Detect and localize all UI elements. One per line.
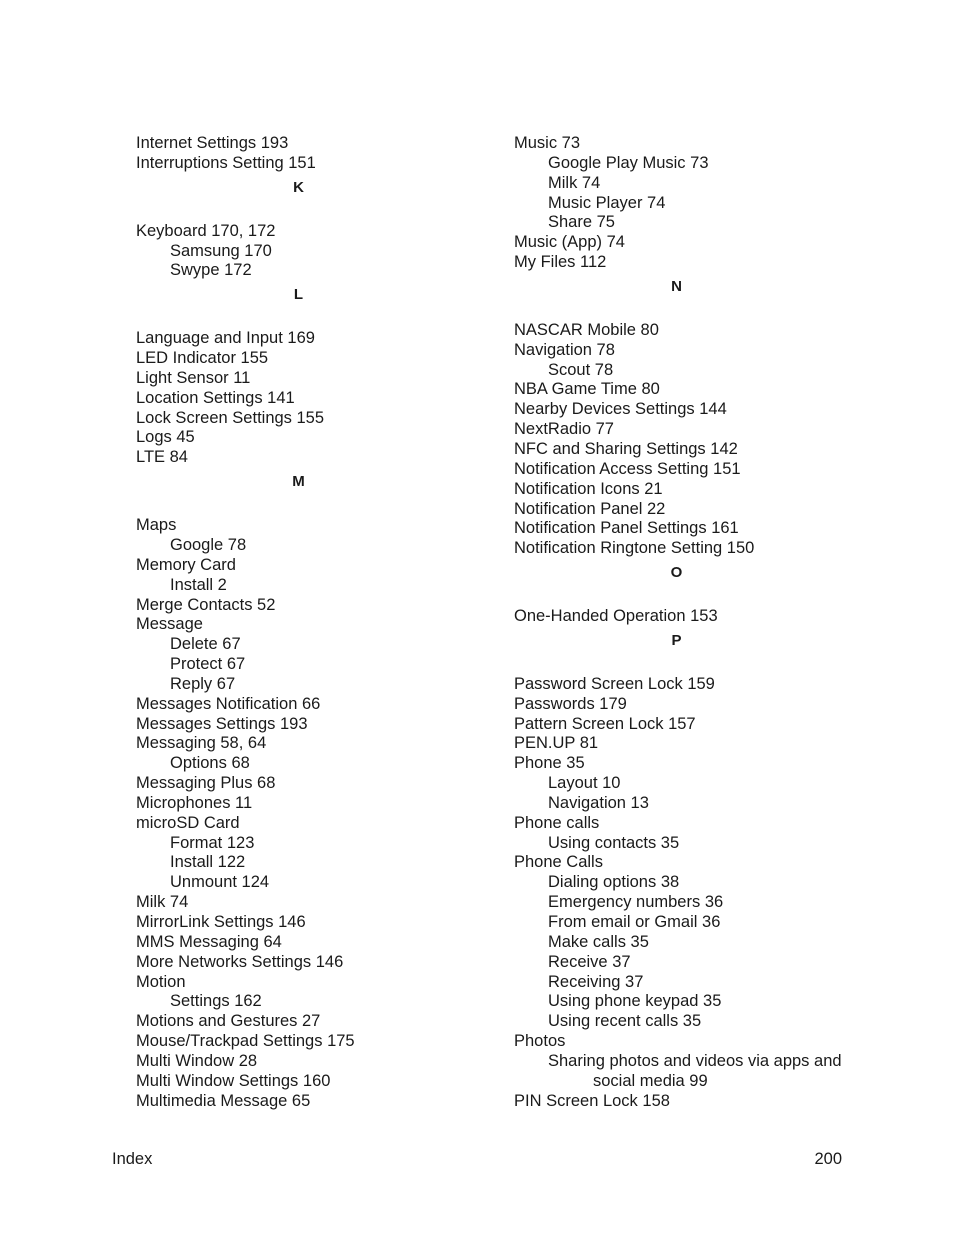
index-entry: Notification Access Setting 151: [514, 459, 741, 478]
index-subentry: Dialing options 38: [548, 873, 680, 892]
index-entry: Messaging 58, 64: [136, 734, 267, 753]
index-letter-heading: K: [293, 178, 304, 196]
index-entry: Passwords 179: [514, 694, 627, 713]
index-entry: Messages Settings 193: [136, 714, 308, 733]
index-subentry: From email or Gmail 36: [548, 913, 721, 931]
index-subentry: Protect 67: [170, 655, 246, 674]
index-entry: Notification Icons 21: [514, 479, 663, 498]
index-subentry: Music Player 74: [548, 193, 666, 212]
index-entry: Messaging Plus 68: [136, 774, 276, 793]
index-entry: Merge Contacts 52: [136, 595, 276, 614]
index-entry: Multi Window 28: [136, 1051, 258, 1070]
index-entry: Internet Settings 193: [136, 134, 289, 152]
index-subentry: Google Play Music 73: [548, 153, 709, 172]
index-subentry: Scout 78: [548, 360, 614, 379]
index-column-left: [136, 134, 476, 1111]
index-entry: Location Settings 141: [136, 388, 295, 407]
index-letter-heading: O: [670, 564, 683, 582]
index-subentry: social media 99: [593, 1071, 708, 1090]
index-subentry: Sharing photos and videos via apps and: [548, 1051, 842, 1070]
index-entry: NextRadio 77: [514, 420, 614, 439]
index-entry: microSD Card: [136, 813, 240, 832]
index-subentry: Samsung 170: [170, 241, 272, 260]
index-entry: NASCAR Mobile 80: [514, 320, 659, 339]
index-entry: PEN.UP 81: [514, 734, 599, 753]
index-entry: Mouse/Trackpad Settings 175: [136, 1032, 355, 1051]
index-entry: Message: [136, 615, 203, 634]
index-entry: PIN Screen Lock 158: [514, 1091, 670, 1110]
index-subentry: Swype 172: [170, 261, 252, 280]
index-subentry: Google 78: [170, 535, 247, 554]
index-entry: Memory Card: [136, 555, 236, 574]
index-subentry: Install 122: [170, 853, 246, 872]
index-entry: MMS Messaging 64: [136, 932, 282, 951]
index-subentry: Layout 10: [548, 774, 621, 793]
index-entry: LED Indicator 155: [136, 349, 269, 368]
index-entry: NFC and Sharing Settings 142: [514, 439, 738, 458]
index-entry: Light Sensor 11: [136, 368, 251, 387]
index-subentry: Reply 67: [170, 674, 236, 693]
index-entry: Nearby Devices Settings 144: [514, 400, 727, 419]
index-entry: Phone Calls: [514, 853, 603, 872]
index-subentry: Using contacts 35: [548, 833, 680, 852]
index-entry: Phone calls: [514, 813, 600, 832]
index-letter-heading: P: [671, 631, 682, 649]
index-entry: NBA Game Time 80: [514, 380, 660, 399]
index-entry: Phone 35: [514, 754, 585, 773]
index-entry: Notification Ringtone Setting 150: [514, 539, 755, 558]
index-entry: More Networks Settings 146: [136, 952, 344, 971]
index-subentry: Format 123: [170, 833, 255, 852]
index-entry: Motion: [136, 972, 186, 991]
index-subentry: Options 68: [170, 754, 250, 773]
index-entry: One-Handed Operation 153: [514, 607, 718, 626]
index-letter-heading: N: [671, 277, 682, 295]
index-subentry: Using recent calls 35: [548, 1012, 702, 1031]
index-subentry: Receiving 37: [548, 972, 644, 991]
index-entry: Password Screen Lock 159: [514, 674, 715, 693]
index-entry: Language and Input 169: [136, 329, 315, 348]
index-entry: LTE 84: [136, 448, 188, 467]
index-entry: Microphones 11: [136, 793, 253, 812]
index-entry: My Files 112: [514, 253, 607, 272]
index-entry: Lock Screen Settings 155: [136, 408, 325, 427]
index-entry: Photos: [514, 1032, 566, 1051]
index-subentry: Delete 67: [170, 635, 241, 654]
index-subentry: Share 75: [548, 213, 615, 232]
index-entry: Multi Window Settings 160: [136, 1071, 331, 1090]
index-column-right: [514, 134, 874, 1111]
index-entry: Multimedia Message 65: [136, 1091, 311, 1110]
index-subentry: Navigation 13: [548, 793, 649, 812]
index-entry: Logs 45: [136, 428, 195, 447]
index-entry: Navigation 78: [514, 340, 615, 359]
index-entry: Milk 74: [136, 893, 189, 912]
footer-page-number: 200: [814, 1150, 842, 1168]
index-subentry: Unmount 124: [170, 873, 270, 892]
index-subentry: Settings 162: [170, 992, 262, 1011]
index-entry: Music (App) 74: [514, 233, 625, 252]
index-subentry: Using phone keypad 35: [548, 992, 722, 1011]
index-entry: Interruptions Setting 151: [136, 153, 316, 172]
index-entry: Music 73: [514, 134, 581, 152]
index-entry: MirrorLink Settings 146: [136, 913, 306, 931]
index-entry: Messages Notification 66: [136, 694, 321, 713]
index-entry: Keyboard 170, 172: [136, 221, 276, 240]
index-entry: Pattern Screen Lock 157: [514, 714, 696, 733]
index-subentry: Make calls 35: [548, 932, 649, 951]
index-subentry: Install 2: [170, 575, 227, 594]
index-entry: Maps: [136, 516, 177, 535]
index-letter-heading: L: [293, 286, 304, 304]
index-subentry: Emergency numbers 36: [548, 893, 724, 912]
index-entry: Motions and Gestures 27: [136, 1012, 321, 1031]
index-subentry: Receive 37: [548, 952, 631, 971]
index-letter-heading: M: [292, 473, 305, 491]
index-entry: Notification Panel Settings 161: [514, 519, 739, 538]
index-entry: Notification Panel 22: [514, 499, 666, 518]
index-subentry: Milk 74: [548, 173, 601, 192]
footer-section-label: Index: [112, 1150, 153, 1168]
